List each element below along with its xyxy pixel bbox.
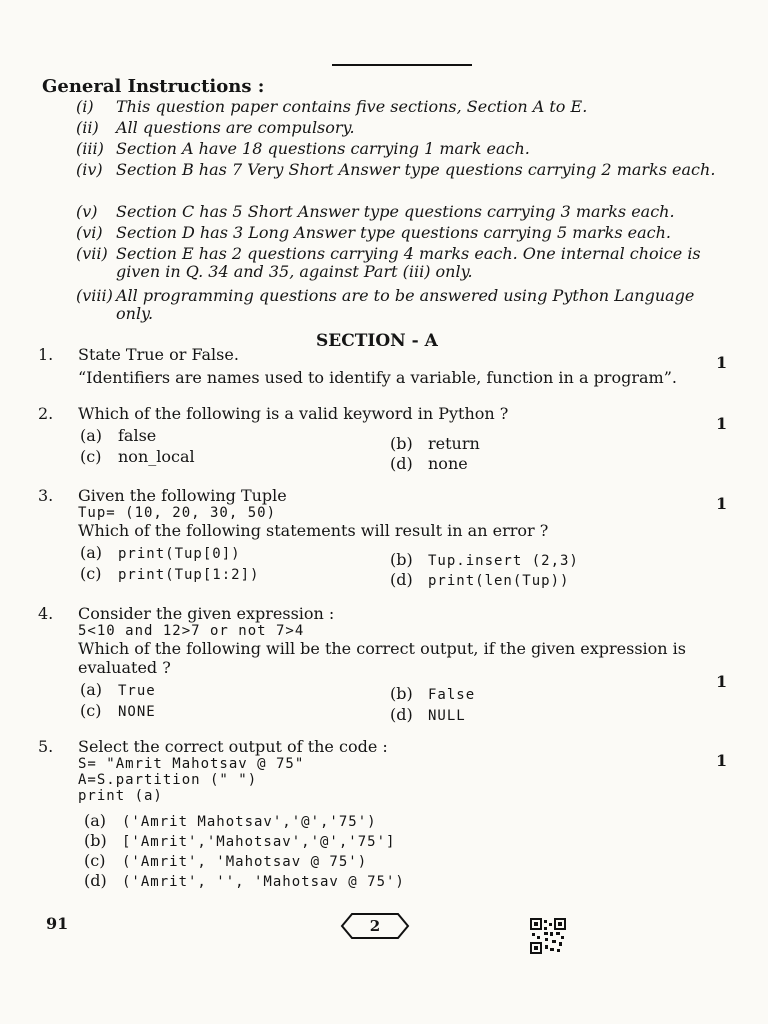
option-d: (d) none bbox=[390, 454, 468, 473]
instruction-4: (iv) Section B has 7 Very Short Answer type questions carrying 2 marks each. bbox=[76, 160, 716, 179]
question-text: Which of the following will be the correct output, if the given expression is evaluated ? bbox=[78, 639, 686, 677]
code-line: S= "Amrit Mahotsav @ 75" bbox=[78, 756, 305, 772]
qr-code-icon bbox=[530, 918, 566, 954]
option-d: (d) print(len(Tup)) bbox=[390, 570, 570, 589]
question-text: Consider the given expression : bbox=[78, 604, 335, 623]
instruction-8: (viii) All programming questions are to be answered using Python Language only. bbox=[76, 286, 695, 323]
option-d: (d) ('Amrit', '', 'Mahotsav @ 75') bbox=[84, 871, 405, 890]
question-text: Which of the following statements will result in an error ? bbox=[78, 521, 549, 540]
marks: 1 bbox=[716, 751, 728, 770]
option-b: (b) False bbox=[390, 684, 476, 703]
code-line: print (a) bbox=[78, 788, 163, 804]
option-c: (c) ('Amrit', 'Mahotsav @ 75') bbox=[84, 851, 368, 870]
general-instructions-title: General Instructions : bbox=[42, 76, 265, 97]
question-2: 2. Which of the following is a valid keyword in Python ? 1 (a) false (b) return (c) non_local (d) none bbox=[38, 404, 728, 473]
instruction-3: (iii) Section A have 18 questions carrying 1 mark each. bbox=[76, 139, 530, 158]
instruction-5: (v) Section C has 5 Short Answer type questions carrying 3 marks each. bbox=[76, 202, 675, 221]
option-b: (b) Tup.insert (2,3) bbox=[390, 550, 579, 569]
code-line: 5<10 and 12>7 or not 7>4 bbox=[78, 623, 305, 639]
option-a: (a) ('Amrit Mahotsav','@','75') bbox=[84, 811, 377, 830]
code-line: Tup= (10, 20, 30, 50) bbox=[78, 505, 277, 521]
top-rule bbox=[332, 64, 472, 66]
option-a: (a) print(Tup[0]) bbox=[80, 543, 241, 562]
option-b: (b) return bbox=[390, 434, 480, 453]
question-4: 4. Consider the given expression : 5<10 and 12>7 or not 7>4 Which of the following will be the correct output, if the given expression is evaluated ? 1 (a) True (b) False (c) NONE (d) NULL bbox=[38, 604, 728, 724]
code-line: A=S.partition (" ") bbox=[78, 772, 258, 788]
option-c: (c) NONE bbox=[80, 701, 156, 720]
option-c: (c) non_local bbox=[80, 447, 195, 466]
marks: 1 bbox=[716, 672, 728, 691]
instruction-7: (vii) Section E has 2 questions carrying 4 marks each. One internal choice is given in Q. 34 and 35, against Part (iii) only. bbox=[76, 244, 701, 281]
paper-code: 91 bbox=[46, 914, 69, 933]
instruction-1: (i) This question paper contains five sections, Section A to E. bbox=[76, 97, 588, 116]
question-statement: “Identifiers are names used to identify a variable, function in a program”. bbox=[78, 368, 677, 387]
option-b: (b) ['Amrit','Mahotsav','@','75'] bbox=[84, 831, 396, 850]
instruction-6: (vi) Section D has 3 Long Answer type questions carrying 5 marks each. bbox=[76, 223, 671, 242]
question-text: Given the following Tuple bbox=[78, 486, 287, 505]
option-c: (c) print(Tup[1:2]) bbox=[80, 564, 260, 583]
section-a-title: SECTION - A bbox=[316, 331, 438, 351]
instruction-2: (ii) All questions are compulsory. bbox=[76, 118, 355, 137]
question-1: 1. State True or False. “Identifiers are names used to identify a variable, function in a program”. 1 bbox=[38, 345, 728, 387]
marks: 1 bbox=[716, 414, 728, 433]
page-number-badge bbox=[340, 912, 410, 940]
option-d: (d) NULL bbox=[390, 705, 466, 724]
question-text: Select the correct output of the code : bbox=[78, 737, 388, 756]
page-number: 2 bbox=[369, 917, 381, 935]
option-a: (a) True bbox=[80, 680, 156, 699]
marks: 1 bbox=[716, 494, 728, 513]
question-5: 5. Select the correct output of the code : S= "Amrit Mahotsav @ 75" A=S.partition (" ") print (a) 1 (a) ('Amrit Mahotsav','@','75') (b) ['Amrit','Mahotsav','@','75'] (c) ('Amrit', 'Mahotsav @ 75') (d) ('Amrit', '', 'Mahotsav @ 75') bbox=[38, 737, 728, 890]
question-text: State True or False. bbox=[78, 345, 239, 364]
marks: 1 bbox=[716, 353, 728, 372]
option-a: (a) false bbox=[80, 426, 157, 445]
question-3: 3. Given the following Tuple Tup= (10, 20, 30, 50) Which of the following statements will result in an error ? 1 (a) print(Tup[0]) (b) Tup.insert (2,3) (c) print(Tup[1:2]) (d) print(len(Tup)) bbox=[38, 486, 728, 589]
question-text: Which of the following is a valid keyword in Python ? bbox=[78, 404, 509, 423]
